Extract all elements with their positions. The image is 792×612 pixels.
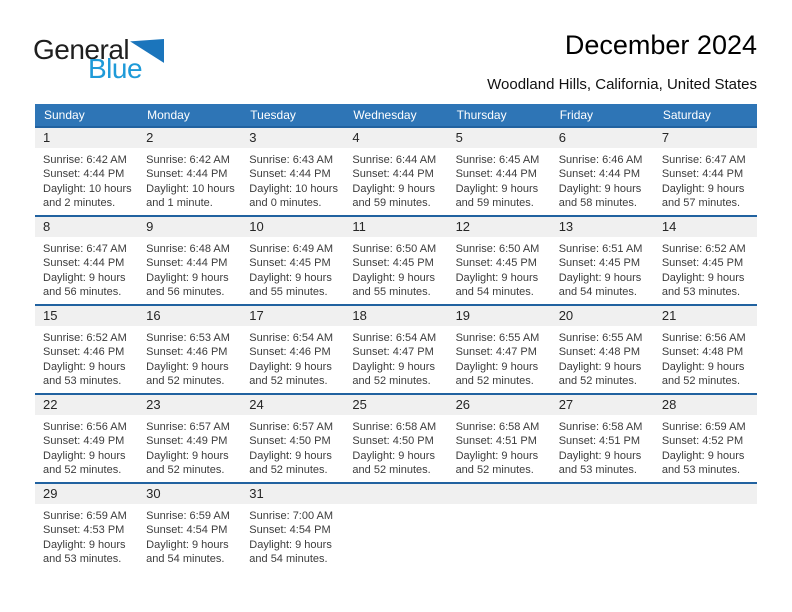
sunrise-line: Sunrise: 6:54 AM xyxy=(352,332,437,344)
sunrise-line: Sunrise: 6:54 AM xyxy=(249,332,334,344)
day-number: 8 xyxy=(35,217,138,237)
daylight-line-1: Daylight: 9 hours xyxy=(43,271,126,284)
sunset-line: Sunset: 4:44 PM xyxy=(146,168,228,181)
day-cell xyxy=(654,128,757,215)
daylight-line-2: and 53 minutes. xyxy=(43,553,122,566)
sunrise-line: Sunrise: 6:43 AM xyxy=(249,154,334,166)
daylight-line-2: and 0 minutes. xyxy=(249,197,322,210)
daylight-line-2: and 52 minutes. xyxy=(146,375,225,388)
sunrise-line: Sunrise: 6:56 AM xyxy=(661,332,746,344)
day-number: 24 xyxy=(241,395,344,415)
daylight-line-1: Daylight: 9 hours xyxy=(352,182,435,195)
daylight-line-1: Daylight: 9 hours xyxy=(352,449,435,462)
day-info xyxy=(35,237,138,300)
day-number: 17 xyxy=(241,306,344,326)
daylight-line-1: Daylight: 9 hours xyxy=(43,360,126,373)
day-info xyxy=(35,326,138,389)
day-cell xyxy=(448,306,551,393)
day-number: 25 xyxy=(344,395,447,415)
sunset-line: Sunset: 4:45 PM xyxy=(352,257,434,270)
daylight-line-1: Daylight: 9 hours xyxy=(249,538,332,551)
daylight-line-1: Daylight: 9 hours xyxy=(661,360,745,373)
day-number: 27 xyxy=(551,395,654,415)
daylight-line-2: and 52 minutes. xyxy=(249,375,328,388)
day-cell xyxy=(344,217,447,304)
day-cell xyxy=(138,306,241,393)
weeks-container xyxy=(35,126,757,571)
day-cell xyxy=(241,395,344,482)
sunset-line: Sunset: 4:45 PM xyxy=(661,257,744,270)
week-row xyxy=(35,482,757,571)
day-info xyxy=(35,148,138,211)
day-info xyxy=(344,415,447,478)
day-cell xyxy=(35,128,138,215)
weekday-header-wednesday: Wednesday xyxy=(353,108,417,122)
weekday-header-row xyxy=(35,104,757,126)
day-number xyxy=(344,484,447,504)
sunrise-line: Sunrise: 6:42 AM xyxy=(146,154,230,166)
day-cell xyxy=(551,306,654,393)
daylight-line-2: and 52 minutes. xyxy=(352,375,431,388)
day-info xyxy=(448,415,551,478)
sunrise-line: Sunrise: 6:51 AM xyxy=(558,243,643,255)
day-info xyxy=(654,326,757,389)
daylight-line-1: Daylight: 9 hours xyxy=(249,449,332,462)
logo-text-general: General xyxy=(33,34,130,65)
sunset-line: Sunset: 4:44 PM xyxy=(43,257,125,270)
sunset-line: Sunset: 4:44 PM xyxy=(661,168,744,181)
sunrise-line: Sunrise: 6:52 AM xyxy=(661,243,746,255)
daylight-line-2: and 53 minutes. xyxy=(661,286,741,299)
daylight-line-2: and 58 minutes. xyxy=(558,197,637,210)
day-info xyxy=(138,148,241,211)
day-number: 11 xyxy=(344,217,447,237)
day-cell xyxy=(138,395,241,482)
daylight-line-2: and 56 minutes. xyxy=(146,286,225,299)
sunset-line: Sunset: 4:53 PM xyxy=(43,524,125,537)
sunrise-line: Sunrise: 6:52 AM xyxy=(43,332,127,344)
sunset-line: Sunset: 4:47 PM xyxy=(455,346,537,359)
sunrise-line: Sunrise: 7:00 AM xyxy=(249,510,334,522)
sunrise-line: Sunrise: 6:58 AM xyxy=(455,421,540,433)
daylight-line-1: Daylight: 9 hours xyxy=(352,360,435,373)
sunset-line: Sunset: 4:44 PM xyxy=(43,168,125,181)
sunset-line: Sunset: 4:46 PM xyxy=(146,346,228,359)
daylight-line-2: and 52 minutes. xyxy=(455,375,534,388)
sunset-line: Sunset: 4:45 PM xyxy=(455,257,537,270)
sunrise-line: Sunrise: 6:50 AM xyxy=(455,243,540,255)
week-row xyxy=(35,215,757,304)
daylight-line-1: Daylight: 9 hours xyxy=(146,271,229,284)
day-number: 6 xyxy=(551,128,654,148)
daylight-line-1: Daylight: 10 hours xyxy=(249,182,338,195)
sunset-line: Sunset: 4:50 PM xyxy=(249,435,331,448)
day-number: 12 xyxy=(448,217,551,237)
sunset-line: Sunset: 4:51 PM xyxy=(558,435,641,448)
sunset-line: Sunset: 4:44 PM xyxy=(352,168,434,181)
sunrise-line: Sunrise: 6:55 AM xyxy=(455,332,540,344)
day-cell xyxy=(35,306,138,393)
daylight-line-2: and 52 minutes. xyxy=(146,464,225,477)
page-title: December 2024 xyxy=(564,30,757,60)
sunset-line: Sunset: 4:51 PM xyxy=(455,435,537,448)
day-info xyxy=(344,148,447,211)
day-info xyxy=(138,415,241,478)
day-info xyxy=(241,504,344,567)
daylight-line-1: Daylight: 9 hours xyxy=(43,538,126,551)
sunrise-line: Sunrise: 6:48 AM xyxy=(146,243,230,255)
day-cell xyxy=(35,484,138,571)
daylight-line-2: and 56 minutes. xyxy=(43,286,122,299)
calendar-table xyxy=(35,104,757,571)
daylight-line-1: Daylight: 9 hours xyxy=(43,449,126,462)
daylight-line-2: and 55 minutes. xyxy=(352,286,431,299)
sunset-line: Sunset: 4:46 PM xyxy=(249,346,331,359)
day-number xyxy=(654,484,757,504)
sunrise-line: Sunrise: 6:59 AM xyxy=(146,510,230,522)
daylight-line-1: Daylight: 9 hours xyxy=(249,360,332,373)
day-number: 3 xyxy=(241,128,344,148)
day-number: 1 xyxy=(35,128,138,148)
sunset-line: Sunset: 4:45 PM xyxy=(558,257,641,270)
sunrise-line: Sunrise: 6:50 AM xyxy=(352,243,437,255)
day-cell xyxy=(654,395,757,482)
day-info xyxy=(654,415,757,478)
sunset-line: Sunset: 4:46 PM xyxy=(43,346,125,359)
daylight-line-1: Daylight: 9 hours xyxy=(661,271,745,284)
daylight-line-1: Daylight: 10 hours xyxy=(43,182,132,195)
weekday-header-monday: Monday xyxy=(147,108,190,122)
sunset-line: Sunset: 4:47 PM xyxy=(352,346,434,359)
day-info xyxy=(241,326,344,389)
day-info xyxy=(448,237,551,300)
daylight-line-1: Daylight: 9 hours xyxy=(661,182,745,195)
daylight-line-2: and 2 minutes. xyxy=(43,197,116,210)
weekday-header-sunday: Sunday xyxy=(44,108,85,122)
sunrise-line: Sunrise: 6:47 AM xyxy=(43,243,127,255)
daylight-line-2: and 53 minutes. xyxy=(43,375,122,388)
day-number: 5 xyxy=(448,128,551,148)
day-number: 13 xyxy=(551,217,654,237)
sunset-line: Sunset: 4:48 PM xyxy=(558,346,641,359)
day-number: 31 xyxy=(241,484,344,504)
sunset-line: Sunset: 4:48 PM xyxy=(661,346,744,359)
day-info xyxy=(138,237,241,300)
day-info xyxy=(241,415,344,478)
day-cell xyxy=(448,217,551,304)
sunset-line: Sunset: 4:54 PM xyxy=(249,524,331,537)
day-cell xyxy=(138,128,241,215)
day-info xyxy=(241,148,344,211)
day-cell xyxy=(344,128,447,215)
day-info xyxy=(448,148,551,211)
day-info xyxy=(654,148,757,211)
page-subtitle: Woodland Hills, California, United States xyxy=(487,76,757,93)
sunrise-line: Sunrise: 6:42 AM xyxy=(43,154,127,166)
sunrise-line: Sunrise: 6:55 AM xyxy=(558,332,643,344)
day-number: 22 xyxy=(35,395,138,415)
day-info xyxy=(344,326,447,389)
day-info xyxy=(35,415,138,478)
daylight-line-2: and 54 minutes. xyxy=(455,286,534,299)
day-cell xyxy=(241,484,344,571)
sunrise-line: Sunrise: 6:56 AM xyxy=(43,421,127,433)
sunrise-line: Sunrise: 6:44 AM xyxy=(352,154,437,166)
day-number xyxy=(448,484,551,504)
daylight-line-2: and 54 minutes. xyxy=(146,553,225,566)
sunset-line: Sunset: 4:44 PM xyxy=(249,168,331,181)
day-cell xyxy=(551,128,654,215)
daylight-line-1: Daylight: 9 hours xyxy=(558,360,642,373)
day-cell xyxy=(241,128,344,215)
day-number: 26 xyxy=(448,395,551,415)
day-cell xyxy=(241,217,344,304)
daylight-line-2: and 52 minutes. xyxy=(249,464,328,477)
daylight-line-2: and 53 minutes. xyxy=(661,464,741,477)
daylight-line-1: Daylight: 9 hours xyxy=(352,271,435,284)
day-cell xyxy=(448,395,551,482)
day-number: 18 xyxy=(344,306,447,326)
daylight-line-1: Daylight: 9 hours xyxy=(146,360,229,373)
sunrise-line: Sunrise: 6:59 AM xyxy=(43,510,127,522)
day-info xyxy=(35,504,138,567)
sunrise-line: Sunrise: 6:53 AM xyxy=(146,332,230,344)
daylight-line-1: Daylight: 9 hours xyxy=(146,449,229,462)
weekday-header-friday: Friday xyxy=(559,108,594,122)
sunrise-line: Sunrise: 6:57 AM xyxy=(249,421,334,433)
day-number: 9 xyxy=(138,217,241,237)
day-info xyxy=(551,237,654,300)
day-number: 2 xyxy=(138,128,241,148)
sunset-line: Sunset: 4:52 PM xyxy=(661,435,744,448)
daylight-line-2: and 54 minutes. xyxy=(558,286,637,299)
weekday-header-thursday: Thursday xyxy=(456,108,507,122)
daylight-line-1: Daylight: 9 hours xyxy=(455,182,539,195)
day-cell xyxy=(448,128,551,215)
daylight-line-2: and 59 minutes. xyxy=(352,197,431,210)
sunset-line: Sunset: 4:49 PM xyxy=(43,435,125,448)
general-blue-logo xyxy=(33,36,164,82)
daylight-line-1: Daylight: 9 hours xyxy=(558,449,642,462)
daylight-line-1: Daylight: 9 hours xyxy=(558,271,642,284)
day-cell xyxy=(551,395,654,482)
daylight-line-2: and 59 minutes. xyxy=(455,197,534,210)
daylight-line-1: Daylight: 9 hours xyxy=(455,360,539,373)
sunset-line: Sunset: 4:44 PM xyxy=(146,257,228,270)
daylight-line-2: and 54 minutes. xyxy=(249,553,328,566)
weekday-header-saturday: Saturday xyxy=(662,108,711,122)
day-number xyxy=(551,484,654,504)
sunset-line: Sunset: 4:44 PM xyxy=(455,168,537,181)
sunrise-line: Sunrise: 6:58 AM xyxy=(352,421,437,433)
empty-day-cell xyxy=(551,484,654,571)
daylight-line-2: and 52 minutes. xyxy=(558,375,637,388)
sunrise-line: Sunrise: 6:58 AM xyxy=(558,421,643,433)
day-number: 28 xyxy=(654,395,757,415)
empty-day-cell xyxy=(344,484,447,571)
sunrise-line: Sunrise: 6:57 AM xyxy=(146,421,230,433)
daylight-line-1: Daylight: 9 hours xyxy=(146,538,229,551)
day-info xyxy=(138,504,241,567)
sunset-line: Sunset: 4:45 PM xyxy=(249,257,331,270)
weekday-header-tuesday: Tuesday xyxy=(250,108,296,122)
daylight-line-1: Daylight: 9 hours xyxy=(455,449,539,462)
day-number: 14 xyxy=(654,217,757,237)
daylight-line-2: and 57 minutes. xyxy=(661,197,741,210)
day-info xyxy=(551,326,654,389)
day-number: 23 xyxy=(138,395,241,415)
week-row xyxy=(35,393,757,482)
sunrise-line: Sunrise: 6:59 AM xyxy=(661,421,746,433)
sunrise-line: Sunrise: 6:45 AM xyxy=(455,154,540,166)
day-number: 16 xyxy=(138,306,241,326)
day-info xyxy=(551,415,654,478)
daylight-line-2: and 52 minutes. xyxy=(455,464,534,477)
day-number: 19 xyxy=(448,306,551,326)
day-info xyxy=(448,326,551,389)
week-row xyxy=(35,126,757,215)
day-number: 4 xyxy=(344,128,447,148)
day-cell xyxy=(551,217,654,304)
day-info xyxy=(241,237,344,300)
day-cell xyxy=(654,306,757,393)
week-row xyxy=(35,304,757,393)
empty-day-cell xyxy=(654,484,757,571)
day-number: 7 xyxy=(654,128,757,148)
day-info xyxy=(654,237,757,300)
daylight-line-1: Daylight: 10 hours xyxy=(146,182,235,195)
daylight-line-1: Daylight: 9 hours xyxy=(455,271,539,284)
day-number: 15 xyxy=(35,306,138,326)
day-cell xyxy=(35,395,138,482)
daylight-line-1: Daylight: 9 hours xyxy=(661,449,745,462)
day-number: 20 xyxy=(551,306,654,326)
day-number: 29 xyxy=(35,484,138,504)
sunset-line: Sunset: 4:54 PM xyxy=(146,524,228,537)
daylight-line-2: and 52 minutes. xyxy=(352,464,431,477)
day-info xyxy=(344,237,447,300)
daylight-line-2: and 52 minutes. xyxy=(43,464,122,477)
sunset-line: Sunset: 4:49 PM xyxy=(146,435,228,448)
daylight-line-1: Daylight: 9 hours xyxy=(249,271,332,284)
daylight-line-2: and 52 minutes. xyxy=(661,375,741,388)
day-number: 10 xyxy=(241,217,344,237)
sunset-line: Sunset: 4:44 PM xyxy=(558,168,641,181)
sunrise-line: Sunrise: 6:49 AM xyxy=(249,243,334,255)
daylight-line-2: and 55 minutes. xyxy=(249,286,328,299)
logo-text-blue: Blue xyxy=(88,53,143,84)
empty-day-cell xyxy=(448,484,551,571)
sunrise-line: Sunrise: 6:47 AM xyxy=(661,154,746,166)
day-number: 30 xyxy=(138,484,241,504)
day-number: 21 xyxy=(654,306,757,326)
day-cell xyxy=(241,306,344,393)
day-cell xyxy=(35,217,138,304)
daylight-line-2: and 1 minute. xyxy=(146,197,213,210)
day-info xyxy=(551,148,654,211)
day-cell xyxy=(344,395,447,482)
day-info xyxy=(138,326,241,389)
day-cell xyxy=(344,306,447,393)
day-cell xyxy=(654,217,757,304)
sunrise-line: Sunrise: 6:46 AM xyxy=(558,154,643,166)
day-cell xyxy=(138,217,241,304)
daylight-line-1: Daylight: 9 hours xyxy=(558,182,642,195)
daylight-line-2: and 53 minutes. xyxy=(558,464,637,477)
sunset-line: Sunset: 4:50 PM xyxy=(352,435,434,448)
day-cell xyxy=(138,484,241,571)
